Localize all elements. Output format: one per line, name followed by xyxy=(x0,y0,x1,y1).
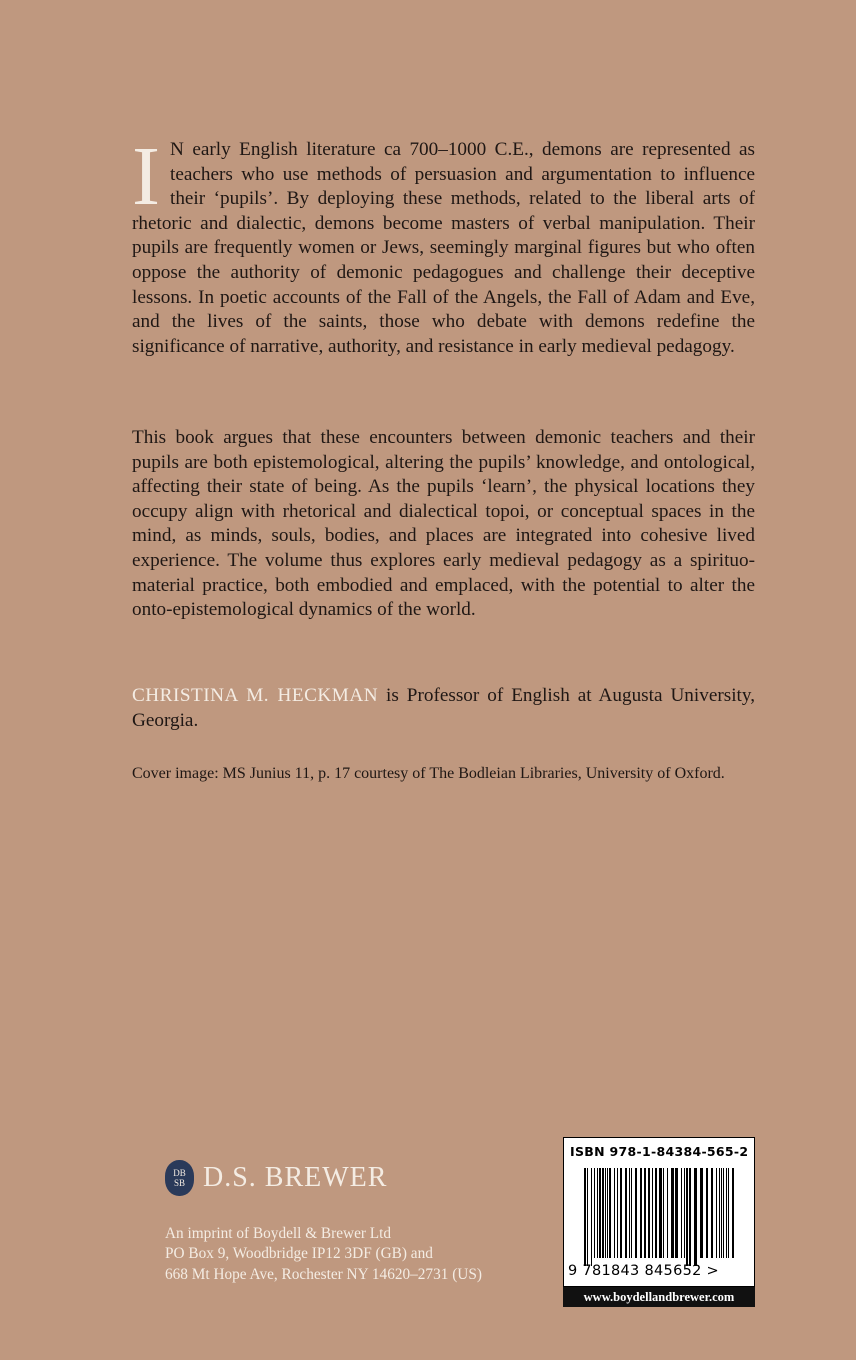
barcode-bar xyxy=(584,1168,586,1266)
publisher-imprint xyxy=(165,1224,482,1285)
barcode-bar xyxy=(689,1168,691,1266)
isbn-label: ISBN 978-1-84384-565-2 xyxy=(570,1144,749,1159)
imprint-line: An imprint of Boydell & Brewer Ltd xyxy=(165,1225,392,1242)
barcode-bar xyxy=(694,1168,697,1266)
barcode-bar xyxy=(728,1168,729,1258)
author-bio-text: is Professor of English at Augusta University, Georgia. xyxy=(132,685,756,731)
barcode-bar xyxy=(719,1168,720,1258)
barcode-bar xyxy=(607,1168,608,1258)
imprint-line: PO Box 9, Woodbridge IP12 3DF (GB) and xyxy=(165,1245,433,1263)
barcode-bar xyxy=(706,1168,708,1258)
barcode-bar xyxy=(631,1168,632,1258)
barcode-bar xyxy=(640,1168,642,1258)
barcode-bar xyxy=(599,1168,601,1258)
author-name: CHRISTINA M. HECKMAN xyxy=(132,685,379,706)
barcode-bar xyxy=(655,1168,657,1258)
barcode-bar xyxy=(681,1168,682,1258)
barcode-bar xyxy=(684,1168,685,1258)
seal-letters-top: DB xyxy=(173,1168,186,1178)
barcode-bar xyxy=(614,1168,615,1258)
barcode-bar xyxy=(617,1168,618,1258)
barcode-bar xyxy=(602,1168,604,1258)
seal-letters-bottom: SB xyxy=(173,1178,185,1188)
barcode-bar xyxy=(625,1168,627,1258)
barcode-bar xyxy=(609,1168,611,1258)
blurb-paragraph-1-text: N early English literature ca 700–1000 C.E., demons are represented as teachers who use methods of persuasion and argumentation to influence their ‘pupils’. By deploying these methods, related to the liberal arts of rhetoric and dialectic, demons become masters of verbal manipulation. Their pupils are frequently women or Jews, seemingly marginal figures but who often oppose the authority of demonic pedagogues and challenge their deceptive lessons. In poetic accounts of the Fall of the Angels, the Fall of Adam and Eve, and the lives of the saints, those who debate with demons redefine the significance of narrative, authority, and resistance in early medieval pedagogy. xyxy=(132,139,755,357)
barcode-bar xyxy=(587,1168,588,1266)
barcode-bar xyxy=(644,1168,646,1258)
barcode-bar xyxy=(700,1168,703,1258)
blurb-paragraph-1 xyxy=(132,130,755,359)
barcode-bar xyxy=(629,1168,630,1258)
barcode-bar xyxy=(635,1168,637,1258)
author-bio xyxy=(132,684,755,733)
barcode-digits: 9 781843 845652 > xyxy=(568,1263,720,1279)
isbn-barcode xyxy=(563,1137,755,1287)
barcode-bar xyxy=(671,1168,674,1258)
imprint-line: 668 Mt Hope Ave, Rochester NY 14620–2731 (US) xyxy=(165,1265,482,1283)
publisher-name: D.S. BREWER xyxy=(203,1162,388,1193)
publisher-logo xyxy=(165,1160,387,1196)
barcode-bar xyxy=(659,1168,662,1258)
barcode-bar xyxy=(711,1168,713,1258)
barcode-bar xyxy=(667,1168,668,1258)
barcode-bar xyxy=(594,1168,595,1258)
barcode-bar xyxy=(652,1168,653,1258)
barcode-bars xyxy=(584,1168,736,1268)
blurb-paragraph-2: This book argues that these encounters between demonic teachers and their pupils are both epistemological, altering the pupils’ knowledge, and ontological, affecting their state of being. As the pupils ‘learn’, the physical locations they occupy align with rhetorical and dialectical topoi, or conceptual spaces in the mind, as minds, souls, bodies, and places are integrated into cohesive lived experience. The volume thus explores early medieval pedagogy as a spirituo-material practice, both embodied and emplaced, with the potential to alter the onto-epistemological dynamics of the world. xyxy=(132,427,755,621)
barcode-bar xyxy=(591,1168,592,1266)
ds-brewer-seal-icon xyxy=(165,1160,194,1196)
barcode-bar xyxy=(648,1168,650,1258)
barcode-bar xyxy=(686,1168,688,1266)
barcode-bar xyxy=(605,1168,606,1258)
barcode-bar xyxy=(675,1168,678,1258)
barcode-bar xyxy=(723,1168,724,1258)
barcode-bar xyxy=(620,1168,622,1258)
barcode-bar xyxy=(732,1168,734,1258)
barcode-bar xyxy=(716,1168,717,1258)
drop-cap: I xyxy=(132,130,160,223)
barcode-bar xyxy=(726,1168,727,1258)
publisher-website: www.boydellandbrewer.com xyxy=(563,1287,755,1307)
barcode-bar xyxy=(663,1168,664,1258)
barcode-bar xyxy=(597,1168,598,1258)
barcode-bar xyxy=(721,1168,722,1258)
cover-image-credit: Cover image: MS Junius 11, p. 17 courtesy of The Bodleian Libraries, University of Oxford. xyxy=(132,765,725,782)
